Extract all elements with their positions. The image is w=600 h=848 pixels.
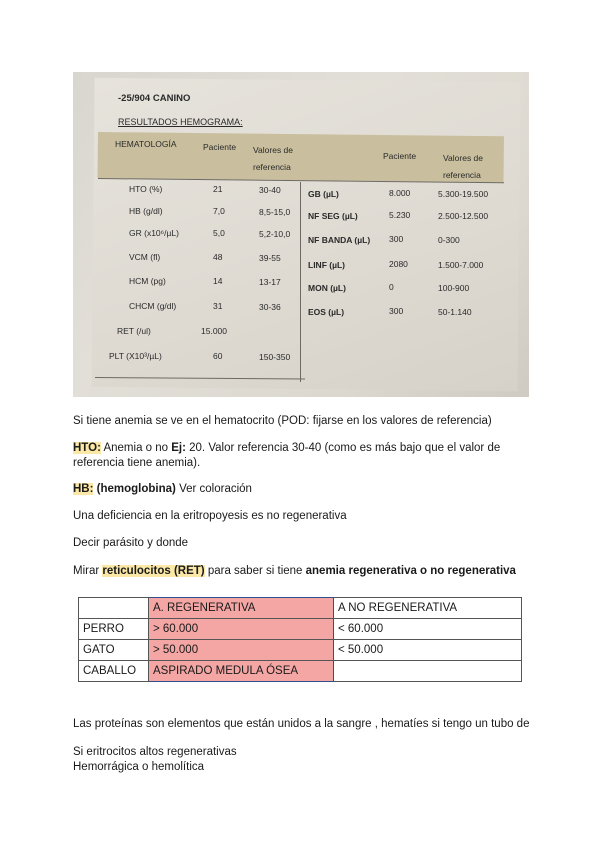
table-cell: < 50.000 bbox=[334, 640, 522, 661]
lab-param-label: VCM (fl) bbox=[129, 252, 161, 262]
note-hb bbox=[73, 482, 252, 497]
note-eritropoyesis: Una deficiencia en la eritropoyesis es no regenerativa bbox=[73, 510, 347, 522]
lab-patient-value: 15.000 bbox=[201, 326, 227, 336]
lab-patient-value: 2080 bbox=[389, 259, 408, 269]
lab-reference-value: 30-40 bbox=[259, 185, 281, 195]
header-ref1-left: Valores de bbox=[253, 145, 294, 155]
hto-label: HTO: bbox=[73, 442, 101, 454]
ret-text-a: Mirar bbox=[73, 565, 103, 577]
ret-highlight: reticulocitos (RET) bbox=[102, 565, 205, 577]
lab-patient-value: 8.000 bbox=[389, 188, 411, 198]
lab-results-photo bbox=[73, 72, 529, 397]
lab-reference-value: 50-1.140 bbox=[438, 307, 472, 317]
header-patient-left: Paciente bbox=[203, 142, 237, 152]
lab-patient-value: 7,0 bbox=[213, 206, 225, 216]
lab-patient-value: 60 bbox=[213, 351, 223, 361]
lab-reference-value: 5,2-10,0 bbox=[259, 229, 291, 239]
lab-reference-value: 0-300 bbox=[438, 235, 460, 245]
lab-param-label: RET (/ul) bbox=[117, 326, 151, 336]
header-ref1-right: Valores de bbox=[443, 153, 484, 163]
table-row bbox=[79, 619, 522, 640]
lab-reference-value: 150-350 bbox=[259, 352, 291, 362]
lab-reference-value: 100-900 bbox=[438, 283, 470, 293]
case-title: -25/904 CANINO bbox=[118, 93, 191, 104]
table-row bbox=[79, 661, 522, 682]
note-anemia-hematocrit: Si tiene anemia se ve en el hematocrito (POD: fijarse en los valores de referencia) bbox=[73, 415, 492, 427]
lab-param-label: GB (µL) bbox=[308, 189, 339, 199]
table-cell: > 60.000 bbox=[149, 619, 334, 640]
hto-ej: Ej: bbox=[171, 442, 186, 454]
hto-text-c: bajo que el valor de bbox=[396, 442, 501, 454]
lab-reference-value: 1.500-7.000 bbox=[438, 260, 484, 270]
lab-patient-value: 31 bbox=[213, 301, 223, 311]
lab-patient-value: 5.230 bbox=[389, 210, 411, 220]
hb-bold: (hemoglobina) bbox=[96, 483, 176, 495]
table-cell: PERRO bbox=[79, 619, 149, 640]
note-reticulocitos bbox=[73, 564, 516, 579]
lab-patient-value: 300 bbox=[389, 234, 404, 244]
header-ref2-right: referencia bbox=[443, 170, 481, 180]
table-cell bbox=[334, 661, 522, 682]
lab-reference-value: 8,5-15,0 bbox=[259, 207, 291, 217]
hto-line2: referencia tiene anemia). bbox=[73, 457, 201, 469]
note-hemorragica: Hemorrágica o hemolítica bbox=[73, 761, 205, 773]
header-ref2-left: referencia bbox=[253, 162, 291, 172]
lab-reference-value: 13-17 bbox=[259, 277, 281, 287]
hb-label: HB: bbox=[73, 483, 94, 495]
lab-patient-value: 300 bbox=[389, 306, 404, 316]
lab-param-label: HB (g/dl) bbox=[129, 206, 163, 216]
lab-reference-value: 39-55 bbox=[259, 253, 281, 263]
note-hto bbox=[73, 441, 533, 471]
table-divider bbox=[300, 182, 301, 382]
table-cell bbox=[79, 598, 149, 619]
header-patient-right: Paciente bbox=[383, 151, 417, 161]
ret-text-b: para saber si tiene bbox=[204, 565, 306, 577]
table-header-no-regenerativa: A NO REGENERATIVA bbox=[334, 598, 522, 619]
table-cell: GATO bbox=[79, 640, 149, 661]
lab-param-label: NF SEG (µL) bbox=[308, 211, 358, 221]
lab-param-label: EOS (µL) bbox=[308, 307, 345, 317]
lab-reference-value: 5.300-19.500 bbox=[438, 189, 489, 199]
table-cell: ASPIRADO MEDULA ÓSEA bbox=[149, 661, 334, 682]
hto-mas: más bbox=[374, 442, 397, 454]
table-cell: < 60.000 bbox=[334, 619, 522, 640]
note-proteinas: Las proteínas son elementos que están unidos a la sangre , hematíes si tengo un tubo de bbox=[73, 718, 530, 730]
note-eritrocitos: Si eritrocitos altos regenerativas bbox=[73, 746, 237, 758]
lab-param-label: LINF (µL) bbox=[308, 260, 345, 270]
table-row bbox=[79, 640, 522, 661]
table-cell: CABALLO bbox=[79, 661, 149, 682]
results-title: RESULTADOS HEMOGRAMA: bbox=[118, 117, 243, 127]
hto-text-b: 20. Valor referencia 30-40 (como es bbox=[185, 442, 375, 454]
table-cell: > 50.000 bbox=[149, 640, 334, 661]
hto-text-a: Anemia o no bbox=[100, 442, 172, 454]
ret-bold: anemia regenerativa o no regenerativa bbox=[305, 565, 516, 577]
table-header-regenerativa: A. REGENERATIVA bbox=[149, 598, 334, 619]
lab-param-label: GR (x10⁶/µL) bbox=[129, 228, 179, 238]
lab-patient-value: 0 bbox=[389, 282, 394, 292]
lab-param-label: HTO (%) bbox=[129, 184, 163, 194]
table-row bbox=[79, 598, 522, 619]
note-parasito: Decir parásito y donde bbox=[73, 537, 189, 549]
lab-param-label: NF BANDA (µL) bbox=[308, 235, 371, 245]
lab-patient-value: 21 bbox=[213, 184, 223, 194]
lab-reference-value: 30-36 bbox=[259, 302, 281, 312]
hb-rest: Ver coloración bbox=[175, 483, 252, 495]
lab-patient-value: 14 bbox=[213, 276, 223, 286]
lab-param-label: PLT (X10³/µL) bbox=[109, 351, 162, 361]
header-hematologia: HEMATOLOGÍA bbox=[115, 139, 177, 149]
lab-patient-value: 48 bbox=[213, 252, 223, 262]
lab-param-label: MON (µL) bbox=[308, 283, 346, 293]
lab-reference-value: 2.500-12.500 bbox=[438, 211, 489, 221]
reticulocyte-table bbox=[78, 597, 522, 682]
lab-param-label: CHCM (g/dl) bbox=[129, 301, 177, 311]
lab-patient-value: 5,0 bbox=[213, 228, 225, 238]
lab-param-label: HCM (pg) bbox=[129, 276, 166, 286]
